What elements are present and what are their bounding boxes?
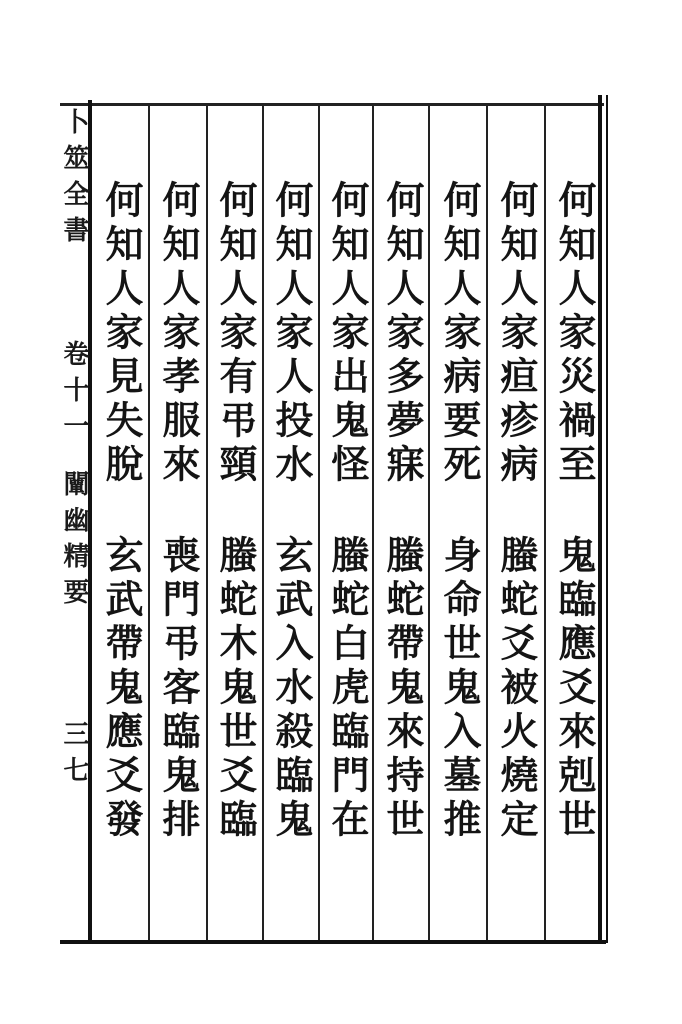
- answer-text: 喪門弔客臨鬼排: [156, 535, 201, 843]
- margin-book-title: 卜筮全書: [59, 108, 89, 252]
- question-text: 何知人家多夢寐: [380, 180, 425, 488]
- question-text: 何知人家災禍至: [552, 180, 597, 488]
- question-text: 何知人家有弔頸: [213, 180, 258, 488]
- column-rule: [318, 105, 320, 940]
- margin-section: 卷十一: [59, 340, 89, 448]
- column-rule: [486, 105, 488, 940]
- column-rule: [544, 105, 546, 940]
- answer-text: 螣蛇木鬼世爻臨: [213, 535, 258, 843]
- answer-text: 身命世鬼入墓推: [437, 535, 482, 843]
- answer-text: 螣蛇白虎臨門在: [325, 535, 370, 843]
- question-text: 何知人家病要死: [437, 180, 482, 488]
- top-border: [60, 103, 604, 106]
- column-rule: [428, 105, 430, 940]
- answer-text: 螣蛇帶鬼來持世: [380, 535, 425, 843]
- question-text: 何知人家人投水: [269, 180, 314, 488]
- bottom-border: [60, 940, 606, 944]
- column-rule: [206, 105, 208, 940]
- margin-page-number: 三七: [59, 720, 89, 792]
- question-text: 何知人家出鬼怪: [325, 180, 370, 488]
- answer-text: 鬼臨應爻來剋世: [552, 535, 597, 843]
- question-text: 何知人家疸疹病: [494, 180, 539, 488]
- answer-text: 螣蛇爻被火燒定: [494, 535, 539, 843]
- answer-text: 玄武入水殺臨鬼: [269, 535, 314, 843]
- margin-chapter: 闡幽精要: [59, 470, 89, 614]
- answer-text: 玄武帶鬼應爻發: [99, 535, 144, 843]
- column-rule: [148, 105, 150, 940]
- question-text: 何知人家孝服來: [156, 180, 201, 488]
- question-text: 何知人家見失脫: [99, 180, 144, 488]
- right-border-outer: [606, 95, 608, 943]
- column-rule: [262, 105, 264, 940]
